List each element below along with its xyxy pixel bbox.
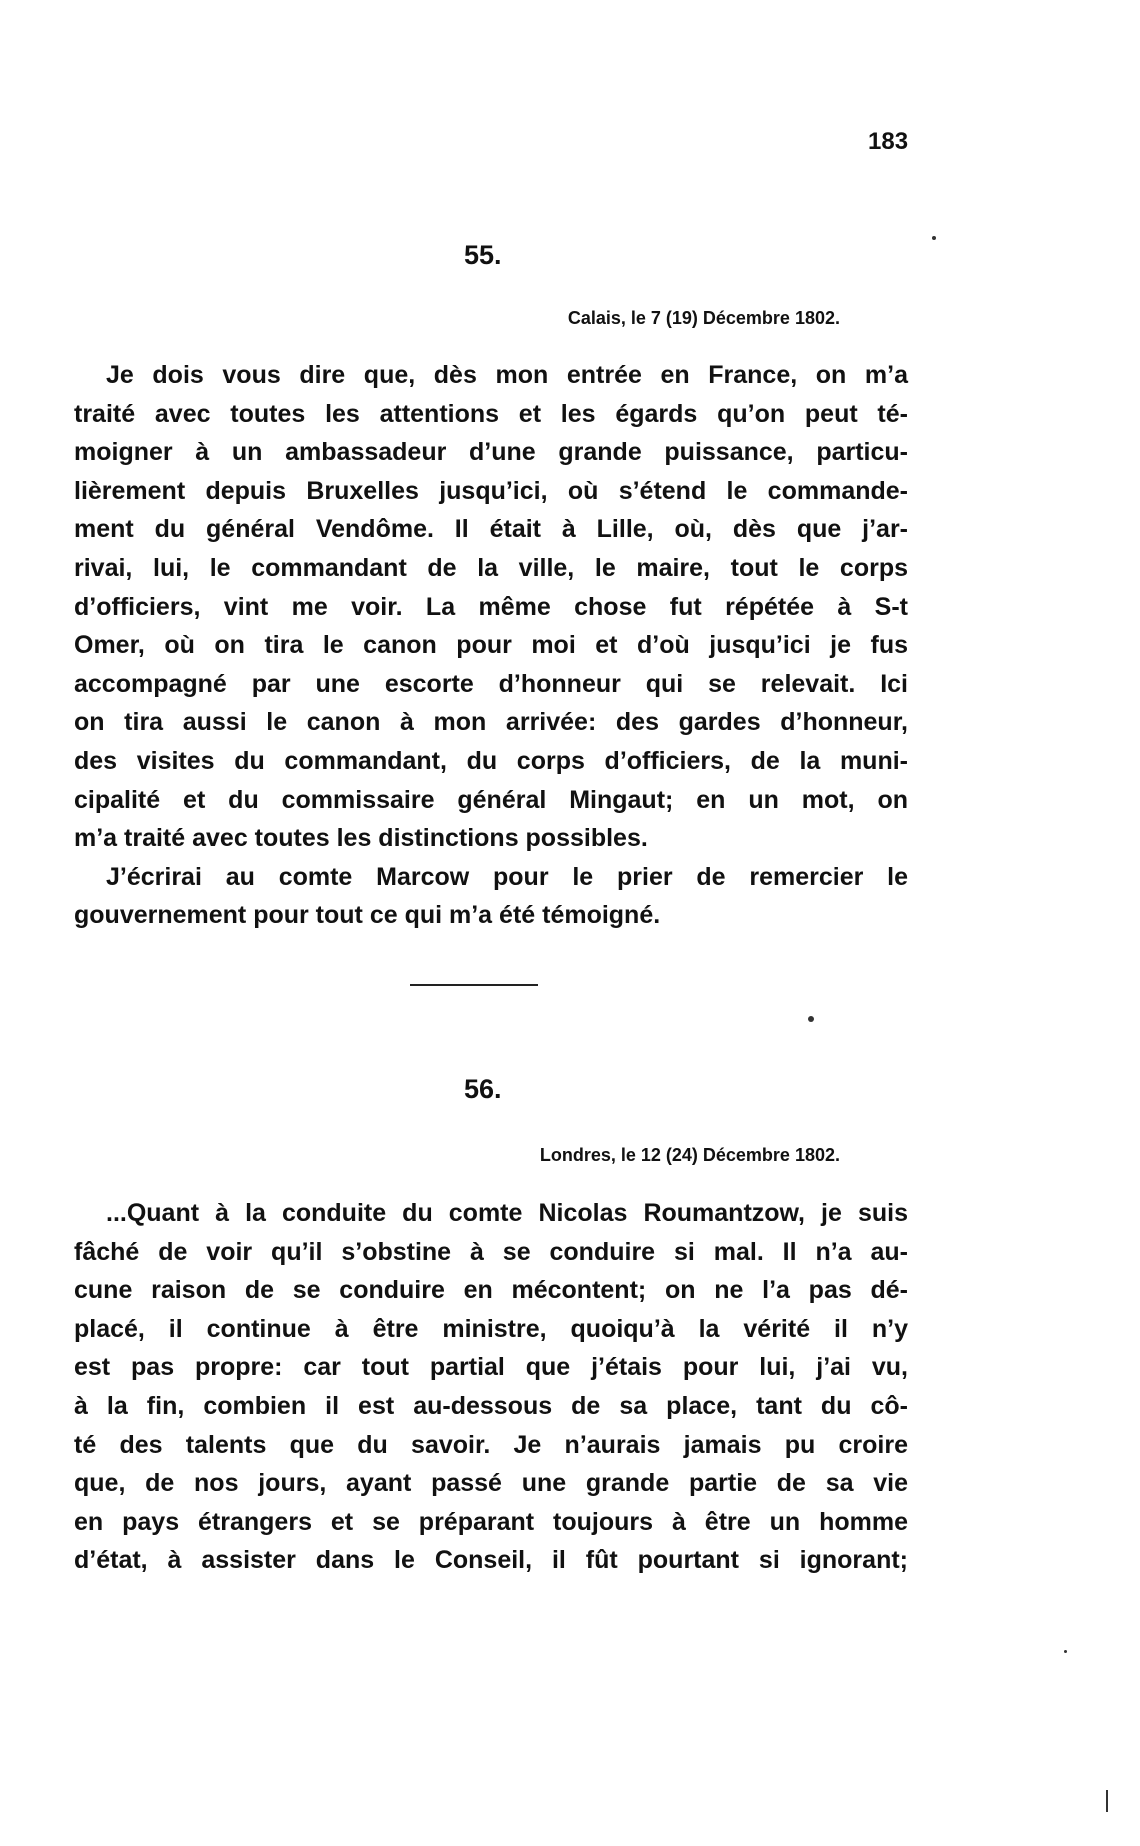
text-line: placé, il continue à être ministre, quoiqu’à la vérité il n’y bbox=[74, 1314, 908, 1343]
text-line: cune raison de se conduire en mécontent; on ne l’a pas dé- bbox=[74, 1276, 908, 1305]
scan-mark bbox=[1106, 1790, 1108, 1812]
text-line: ...Quant à la conduite du comte Nicolas Roumantzow, je suis bbox=[106, 1199, 908, 1227]
text-line: d’état, à assister dans le Conseil, il fût pourtant si ignorant; bbox=[74, 1546, 908, 1575]
text-line: est pas propre: car tout partial que j’étais pour lui, j’ai vu, bbox=[74, 1353, 908, 1382]
section-divider bbox=[410, 984, 538, 986]
text-line: accompagné par une escorte d’honneur qui se relevait. Ici bbox=[74, 669, 908, 698]
text-line: à la fin, combien il est au-dessous de sa place, tant du cô- bbox=[74, 1391, 908, 1420]
dateline-londres: Londres, le 12 (24) Décembre 1802. bbox=[539, 1145, 840, 1165]
text-line: on tira aussi le canon à mon arrivée: des gardes d’honneur, bbox=[74, 708, 908, 737]
text-line: cipalité et du commissaire général Mingaut; en un mot, on bbox=[74, 785, 908, 814]
text-line: Omer, où on tira le canon pour moi et d’où jusqu’ici je fus bbox=[74, 631, 908, 660]
text-line: rivai, lui, le commandant de la ville, le maire, tout le corps bbox=[74, 553, 908, 582]
text-line: té des talents que du savoir. Je n’aurais jamais pu croire bbox=[74, 1430, 908, 1459]
text-line: que, de nos jours, ayant passé une grande partie de sa vie bbox=[74, 1469, 908, 1498]
scan-speck bbox=[1064, 1650, 1067, 1653]
page-number: 183 bbox=[868, 128, 909, 155]
letter-55-body bbox=[74, 356, 908, 935]
text-line: en pays étrangers et se préparant toujours à être un homme bbox=[74, 1507, 908, 1536]
text-line: lièrement depuis Bruxelles jusqu’ici, où s’étend le commande- bbox=[74, 476, 908, 505]
text-line: fâché de voir qu’il s’obstine à se conduire si mal. Il n’a au- bbox=[74, 1237, 908, 1266]
scan-speck bbox=[808, 1016, 814, 1022]
scan-speck bbox=[932, 236, 936, 240]
text-line: moigner à un ambassadeur d’une grande puissance, particu- bbox=[74, 438, 908, 467]
text-line: ment du général Vendôme. Il était à Lille, où, dès que j’ar- bbox=[74, 515, 908, 544]
text-line: J’écrirai au comte Marcow pour le prier de remercier le bbox=[106, 862, 908, 891]
text-line: traité avec toutes les attentions et les égards qu’on peut té- bbox=[74, 399, 908, 428]
letter-56-body bbox=[74, 1194, 908, 1580]
text-line: d’officiers, vint me voir. La même chose fut répétée à S-t bbox=[74, 592, 908, 621]
text-line: m’a traité avec toutes les distinctions possibles. bbox=[74, 824, 648, 853]
letter-number-56: 56. bbox=[464, 1074, 502, 1104]
letter-number-55: 55. bbox=[464, 240, 502, 270]
text-line: Je dois vous dire que, dès mon entrée en France, on m’a bbox=[106, 361, 908, 389]
dateline-calais: Calais, le 7 (19) Décembre 1802. bbox=[567, 308, 840, 328]
text-line: des visites du commandant, du corps d’officiers, de la muni- bbox=[74, 746, 908, 775]
text-line: gouvernement pour tout ce qui m’a été témoigné. bbox=[74, 901, 661, 930]
